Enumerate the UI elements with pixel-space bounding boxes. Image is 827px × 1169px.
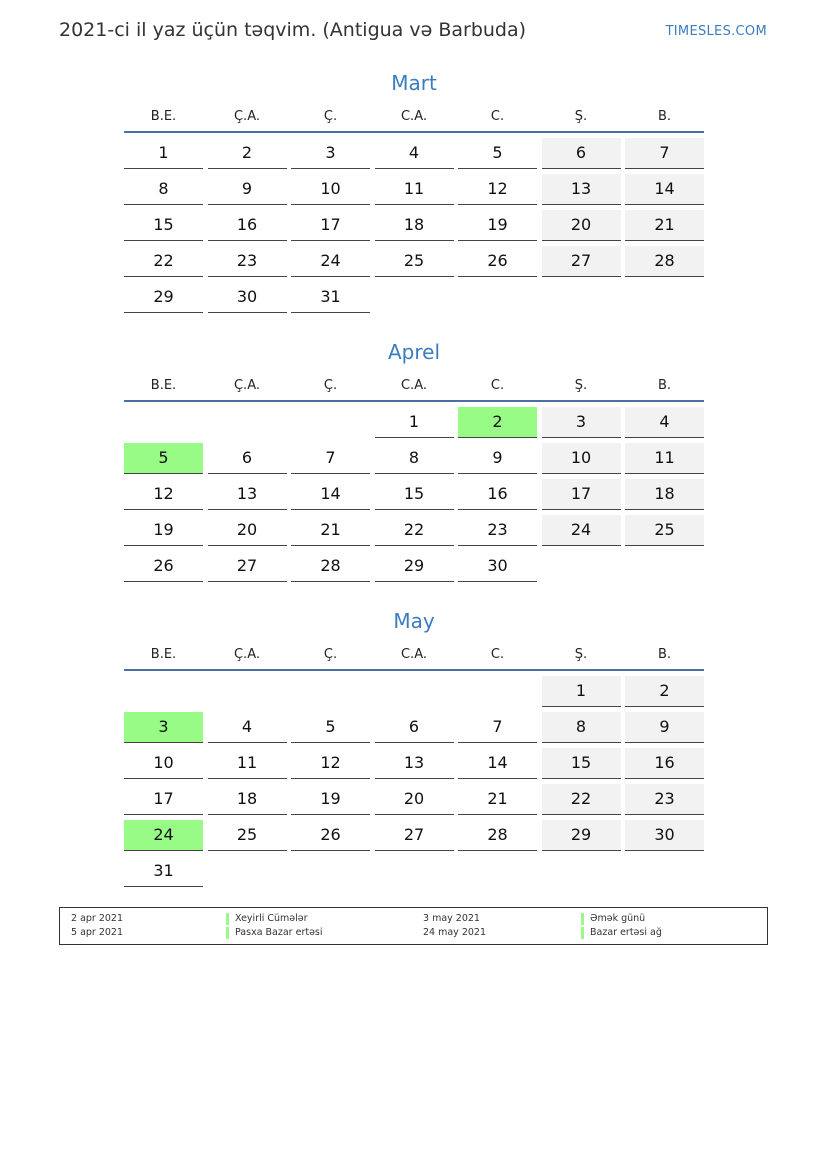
day-cell: 28 bbox=[625, 246, 704, 277]
week-row bbox=[124, 246, 704, 277]
week-row bbox=[124, 282, 704, 313]
day-cell: 10 bbox=[124, 748, 203, 779]
day-cell: 4 bbox=[208, 712, 287, 743]
day-cell: 17 bbox=[291, 210, 370, 241]
weekday-label: C. bbox=[490, 109, 505, 124]
day-cell: 21 bbox=[291, 515, 370, 546]
weekday-label: B.E. bbox=[150, 109, 177, 124]
weekday-label: C.A. bbox=[400, 109, 427, 124]
day-cell: 15 bbox=[375, 479, 454, 510]
day-cell: 13 bbox=[375, 748, 454, 779]
day-cell: 2 bbox=[208, 138, 287, 169]
day-cell: 23 bbox=[458, 515, 537, 546]
day-cell: 24 bbox=[124, 820, 203, 851]
day-cell: 17 bbox=[542, 479, 621, 510]
weekday-label: Ç. bbox=[323, 647, 338, 662]
day-cell: 8 bbox=[375, 443, 454, 474]
month-april bbox=[124, 338, 704, 587]
day-cell: 19 bbox=[124, 515, 203, 546]
day-cell: 9 bbox=[625, 712, 704, 743]
day-cell: 3 bbox=[124, 712, 203, 743]
month-march bbox=[124, 69, 704, 318]
week-row bbox=[124, 210, 704, 241]
weekday-label: Ş. bbox=[574, 378, 588, 393]
day-cell: 13 bbox=[542, 174, 621, 205]
day-cell: 25 bbox=[625, 515, 704, 546]
week-row bbox=[124, 443, 704, 474]
empty-cell bbox=[625, 551, 704, 581]
week-row bbox=[124, 551, 704, 582]
month-may bbox=[124, 607, 704, 892]
page-title: 2021-ci il yaz üçün təqvim. (Antigua və Barbuda) bbox=[59, 19, 527, 41]
legend-holiday-name: Bazar ertəsi ağ bbox=[581, 927, 662, 939]
weekday-label: Ş. bbox=[574, 647, 588, 662]
site-link[interactable]: TIMESLES.COM bbox=[665, 24, 767, 39]
empty-cell bbox=[124, 407, 203, 437]
empty-cell bbox=[375, 856, 454, 886]
day-cell: 23 bbox=[208, 246, 287, 277]
weekday-label: B.E. bbox=[150, 378, 177, 393]
weekday-header bbox=[124, 103, 704, 133]
legend-date: 5 apr 2021 bbox=[71, 927, 124, 938]
day-cell: 26 bbox=[124, 551, 203, 582]
day-cell: 11 bbox=[208, 748, 287, 779]
day-cell: 6 bbox=[208, 443, 287, 474]
day-cell: 30 bbox=[208, 282, 287, 313]
empty-cell bbox=[124, 676, 203, 706]
day-cell: 4 bbox=[375, 138, 454, 169]
day-cell: 2 bbox=[625, 676, 704, 707]
day-cell: 18 bbox=[375, 210, 454, 241]
day-cell: 29 bbox=[542, 820, 621, 851]
weekday-label: C.A. bbox=[400, 647, 427, 662]
holiday-legend bbox=[59, 907, 768, 945]
day-cell: 17 bbox=[124, 784, 203, 815]
day-cell: 22 bbox=[375, 515, 454, 546]
day-cell: 6 bbox=[542, 138, 621, 169]
weekday-label: B. bbox=[657, 647, 672, 662]
weekday-label: Ş. bbox=[574, 109, 588, 124]
day-cell: 1 bbox=[375, 407, 454, 438]
legend-holiday-name: Əmək günü bbox=[581, 913, 645, 925]
day-cell: 19 bbox=[458, 210, 537, 241]
day-cell: 9 bbox=[458, 443, 537, 474]
day-cell: 24 bbox=[542, 515, 621, 546]
day-cell: 18 bbox=[208, 784, 287, 815]
empty-cell bbox=[458, 282, 537, 312]
legend-date: 24 may 2021 bbox=[423, 927, 487, 938]
day-cell: 20 bbox=[375, 784, 454, 815]
month-name: Aprel bbox=[387, 340, 441, 364]
empty-cell bbox=[291, 407, 370, 437]
day-cell: 5 bbox=[458, 138, 537, 169]
weekday-label: Ç. bbox=[323, 109, 338, 124]
legend-date: 3 may 2021 bbox=[423, 913, 480, 924]
empty-cell bbox=[291, 676, 370, 706]
day-cell: 26 bbox=[291, 820, 370, 851]
legend-holiday-name: Pasxa Bazar ertəsi bbox=[226, 927, 323, 939]
day-cell: 13 bbox=[208, 479, 287, 510]
empty-cell bbox=[625, 856, 704, 886]
legend-date: 2 apr 2021 bbox=[71, 913, 124, 924]
weekday-label: Ç. bbox=[323, 378, 338, 393]
day-cell: 30 bbox=[625, 820, 704, 851]
week-row bbox=[124, 784, 704, 815]
empty-cell bbox=[458, 856, 537, 886]
day-cell: 19 bbox=[291, 784, 370, 815]
day-cell: 3 bbox=[291, 138, 370, 169]
day-cell: 14 bbox=[458, 748, 537, 779]
day-cell: 10 bbox=[291, 174, 370, 205]
weekday-label: C. bbox=[490, 647, 505, 662]
empty-cell bbox=[208, 856, 287, 886]
week-row bbox=[124, 748, 704, 779]
day-cell: 2 bbox=[458, 407, 537, 438]
day-cell: 20 bbox=[208, 515, 287, 546]
empty-cell bbox=[375, 676, 454, 706]
empty-cell bbox=[542, 856, 621, 886]
day-cell: 27 bbox=[208, 551, 287, 582]
day-cell: 11 bbox=[375, 174, 454, 205]
empty-cell bbox=[375, 282, 454, 312]
day-cell: 11 bbox=[625, 443, 704, 474]
day-cell: 16 bbox=[625, 748, 704, 779]
empty-cell bbox=[625, 282, 704, 312]
day-cell: 21 bbox=[625, 210, 704, 241]
empty-cell bbox=[291, 856, 370, 886]
day-cell: 8 bbox=[124, 174, 203, 205]
day-cell: 5 bbox=[124, 443, 203, 474]
weekday-header bbox=[124, 641, 704, 671]
weekday-header bbox=[124, 372, 704, 402]
day-cell: 30 bbox=[458, 551, 537, 582]
week-row bbox=[124, 820, 704, 851]
day-cell: 16 bbox=[208, 210, 287, 241]
legend-row bbox=[60, 927, 767, 940]
day-cell: 22 bbox=[542, 784, 621, 815]
empty-cell bbox=[542, 282, 621, 312]
legend-row bbox=[60, 913, 767, 926]
weekday-label: C.A. bbox=[400, 378, 427, 393]
day-cell: 10 bbox=[542, 443, 621, 474]
week-row bbox=[124, 138, 704, 169]
week-row bbox=[124, 174, 704, 205]
day-cell: 14 bbox=[625, 174, 704, 205]
empty-cell bbox=[208, 407, 287, 437]
day-cell: 4 bbox=[625, 407, 704, 438]
weekday-label: B. bbox=[657, 109, 672, 124]
day-cell: 18 bbox=[625, 479, 704, 510]
weekday-label: C. bbox=[490, 378, 505, 393]
week-row bbox=[124, 676, 704, 707]
week-row bbox=[124, 515, 704, 546]
day-cell: 5 bbox=[291, 712, 370, 743]
day-cell: 25 bbox=[375, 246, 454, 277]
week-row bbox=[124, 856, 704, 887]
day-cell: 12 bbox=[458, 174, 537, 205]
day-cell: 7 bbox=[625, 138, 704, 169]
day-cell: 31 bbox=[291, 282, 370, 313]
weekday-label: Ç.A. bbox=[233, 109, 260, 124]
day-cell: 7 bbox=[458, 712, 537, 743]
day-cell: 15 bbox=[542, 748, 621, 779]
day-cell: 21 bbox=[458, 784, 537, 815]
weekday-label: B. bbox=[657, 378, 672, 393]
day-cell: 3 bbox=[542, 407, 621, 438]
weeks bbox=[124, 138, 704, 313]
day-cell: 27 bbox=[375, 820, 454, 851]
empty-cell bbox=[208, 676, 287, 706]
week-row bbox=[124, 479, 704, 510]
day-cell: 22 bbox=[124, 246, 203, 277]
day-cell: 1 bbox=[124, 138, 203, 169]
day-cell: 24 bbox=[291, 246, 370, 277]
day-cell: 28 bbox=[458, 820, 537, 851]
day-cell: 27 bbox=[542, 246, 621, 277]
day-cell: 23 bbox=[625, 784, 704, 815]
empty-cell bbox=[542, 551, 621, 581]
legend-holiday-name: Xeyirli Cümələr bbox=[226, 913, 308, 925]
empty-cell bbox=[458, 676, 537, 706]
day-cell: 28 bbox=[291, 551, 370, 582]
day-cell: 15 bbox=[124, 210, 203, 241]
day-cell: 7 bbox=[291, 443, 370, 474]
day-cell: 6 bbox=[375, 712, 454, 743]
day-cell: 12 bbox=[291, 748, 370, 779]
weeks bbox=[124, 676, 704, 887]
weekday-label: Ç.A. bbox=[233, 647, 260, 662]
day-cell: 31 bbox=[124, 856, 203, 887]
week-row bbox=[124, 712, 704, 743]
day-cell: 26 bbox=[458, 246, 537, 277]
day-cell: 25 bbox=[208, 820, 287, 851]
day-cell: 16 bbox=[458, 479, 537, 510]
month-name: May bbox=[393, 609, 435, 633]
day-cell: 8 bbox=[542, 712, 621, 743]
day-cell: 29 bbox=[124, 282, 203, 313]
day-cell: 1 bbox=[542, 676, 621, 707]
day-cell: 12 bbox=[124, 479, 203, 510]
day-cell: 20 bbox=[542, 210, 621, 241]
weeks bbox=[124, 407, 704, 582]
weekday-label: Ç.A. bbox=[233, 378, 260, 393]
week-row bbox=[124, 407, 704, 438]
day-cell: 9 bbox=[208, 174, 287, 205]
month-name: Mart bbox=[391, 71, 437, 95]
weekday-label: B.E. bbox=[150, 647, 177, 662]
day-cell: 14 bbox=[291, 479, 370, 510]
day-cell: 29 bbox=[375, 551, 454, 582]
